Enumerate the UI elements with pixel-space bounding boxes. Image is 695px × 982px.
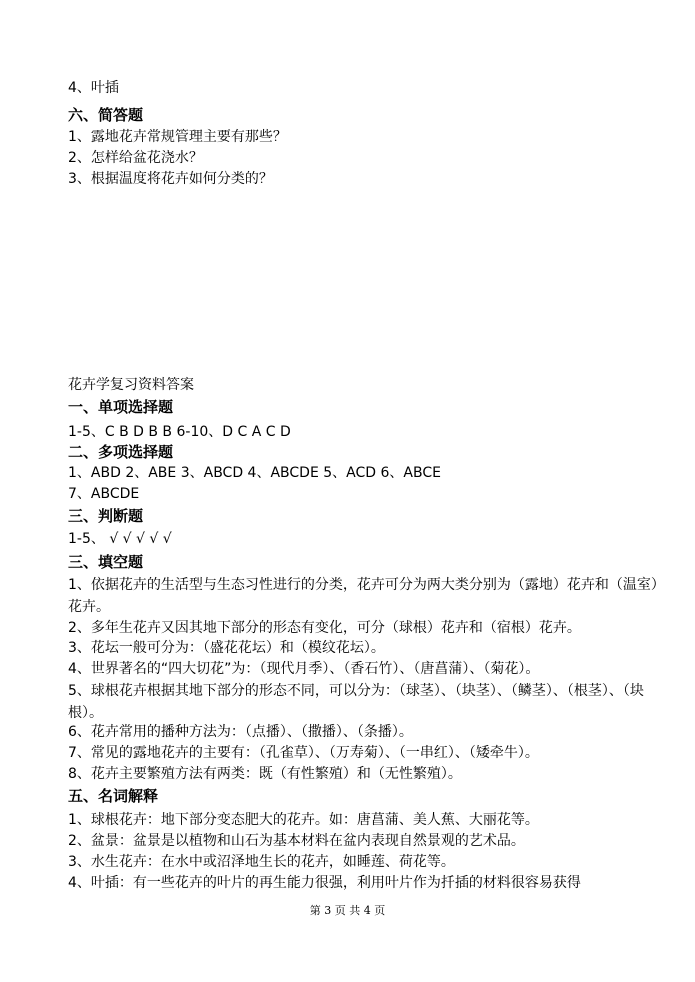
- question-3: 3、根据温度将花卉如何分类的？: [68, 171, 273, 187]
- fill-in-answer-8: 8、花卉主要繁殖方法有两类：既（有性繁殖）和（无性繁殖）。: [68, 766, 462, 782]
- fill-in-answer-5: 5、球根花卉根据其地下部分的形态不同，可以分为：（球茎）、（块茎）、（鳞茎）、（根茎）、（块根）。: [68, 683, 644, 721]
- question-1: 1、露地花卉常规管理主要有那些？: [68, 129, 287, 145]
- section-heading-single-choice: 一、单项选择题: [68, 398, 174, 416]
- section-heading-terms: 五、名词解释: [68, 787, 159, 805]
- fill-in-answer-6: 6、花卉常用的播种方法为：（点播）、（撒播）、（条播）。: [68, 724, 413, 740]
- true-false-answers: 1-5、 √ √ √ √ √: [68, 531, 172, 547]
- answers-title: 花卉学复习资料答案: [68, 377, 194, 393]
- single-choice-answers: 1-5、C B D B B 6-10、D C A C D: [68, 424, 291, 440]
- fill-in-answer-3: 3、花坛一般可分为：（盛花花坛）和（模纹花坛）。: [68, 640, 385, 656]
- section-heading-multiple-choice: 二、多项选择题: [68, 443, 174, 461]
- fill-in-answer-4: 4、世界著名的“四大切花”为：（现代月季）、（香石竹）、（唐菖蒲）、（菊花）。: [68, 661, 540, 677]
- fill-in-answer-1: 1、依据花卉的生活型与生态习性进行的分类，花卉可分为两大类分别为（露地）花卉和（温室）花卉。: [68, 577, 658, 615]
- section-heading-fill-in: 三、填空题: [68, 553, 144, 571]
- question-2: 2、怎样给盆花浇水？: [68, 150, 203, 166]
- item-leaf-cutting: 4、叶插: [68, 80, 119, 96]
- fill-in-answer-7: 7、常见的露地花卉的主要有：（孔雀草）、（万寿菊）、（一串红）、（矮牵牛）。: [68, 745, 539, 761]
- term-answer-1: 1、球根花卉：地下部分变态肥大的花卉。如：唐菖蒲、美人蕉、大丽花等。: [68, 812, 539, 828]
- multiple-choice-answers-2: 7、ABCDE: [68, 486, 140, 502]
- fill-in-answer-2: 2、多年生花卉又因其地下部分的形态有变化，可分（球根）花卉和（宿根）花卉。: [68, 620, 581, 636]
- term-answer-3: 3、水生花卉：在水中或沼泽地生长的花卉，如睡莲、荷花等。: [68, 854, 455, 870]
- section-heading-short-answer: 六、简答题: [68, 106, 144, 124]
- multiple-choice-answers-1: 1、ABD 2、ABE 3、ABCD 4、ABCDE 5、ACD 6、ABCE: [68, 465, 441, 481]
- term-answer-2: 2、盆景：盆景是以植物和山石为基本材料在盆内表现自然景观的艺术品。: [68, 833, 525, 849]
- page-number-footer: 第 3 页 共 4 页: [309, 904, 386, 917]
- section-heading-true-false: 三、判断题: [68, 507, 144, 525]
- term-answer-4: 4、叶插：有一些花卉的叶片的再生能力很强，利用叶片作为扦插的材料很容易获得: [68, 875, 581, 891]
